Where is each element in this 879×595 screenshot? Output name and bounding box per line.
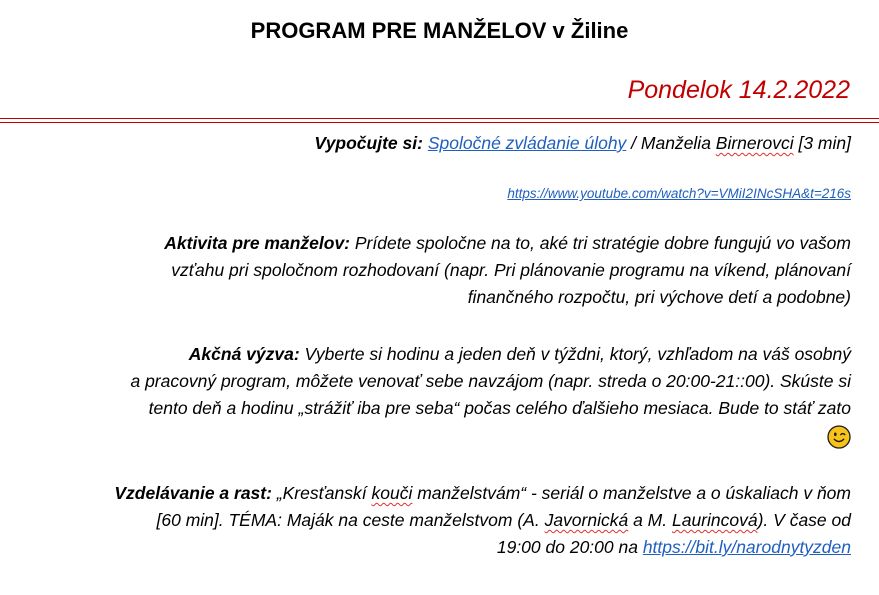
date-heading: Pondelok 14.2.2022 — [627, 76, 850, 104]
video-url-paragraph — [11, 180, 851, 207]
watch-text: / Manželia — [626, 133, 716, 153]
challenge-line-2: a pracovný program, môžete venovať sebe navzájom (napr. streda o 20:00-21::00). Skúste si — [130, 371, 851, 391]
education-paragraph — [11, 480, 851, 561]
divider-line — [0, 118, 879, 119]
activity-line-1: Prídete spoločne na to, aké tri stratégie dobre fungujú vo vašom — [350, 233, 851, 253]
author-name-1: Javornická — [544, 510, 629, 530]
watch-paragraph — [11, 130, 851, 157]
education-line-2c: a M. — [628, 510, 672, 530]
education-label: Vzdelávanie a rast: — [114, 483, 272, 503]
challenge-label: Akčná výzva: — [188, 344, 300, 364]
wink-smiley-icon — [827, 425, 851, 449]
divider-line-second — [0, 122, 879, 123]
couple-name: Birnerovci — [715, 133, 794, 153]
activity-line-3: finančného rozpočtu, pri výchove detí a podobne) — [467, 287, 851, 307]
author-name-2: Laurincová — [671, 510, 758, 530]
video-title-link[interactable]: Spoločné zvládanie úlohy — [427, 133, 627, 153]
bitly-link[interactable]: https://bit.ly/narodnytyzden — [642, 537, 851, 557]
challenge-line-1: Vyberte si hodinu a jeden deň v týždni, ktorý, vzhľadom na váš osobný — [299, 344, 851, 364]
education-line-1a: „Kresťanskí — [271, 483, 372, 503]
activity-label: Aktivita pre manželov: — [164, 233, 350, 253]
youtube-url-link[interactable]: https://www.youtube.com/watch?v=VMiI2INcSHA&t=216s — [507, 186, 851, 201]
watch-duration: [3 min] — [793, 133, 851, 153]
page-title: PROGRAM PRE MANŽELOV v Žiline — [250, 18, 629, 43]
challenge-line-3: tento deň a hodinu „strážiť iba pre seba“ počas celého ďalšieho mesiaca. Bude to stáť zato — [148, 398, 851, 418]
activity-paragraph — [11, 230, 851, 311]
education-line-2e: ). V čase od — [757, 510, 851, 530]
education-line-2a: [60 min]. TÉMA: Maják na ceste manželstvom (A. — [156, 510, 545, 530]
activity-line-2: vzťahu pri spoločnom rozhodovaní (napr. Pri plánovanie programu na víkend, plánovaní — [171, 260, 851, 280]
education-line-1c: manželstvám“ - seriál o manželstve a o úskaliach v ňom — [412, 483, 851, 503]
challenge-paragraph — [11, 341, 851, 449]
watch-label: Vypočujte si: — [314, 133, 423, 153]
education-line-3a: 19:00 do 20:00 na — [496, 537, 643, 557]
education-line-1b: kouči — [371, 483, 413, 503]
